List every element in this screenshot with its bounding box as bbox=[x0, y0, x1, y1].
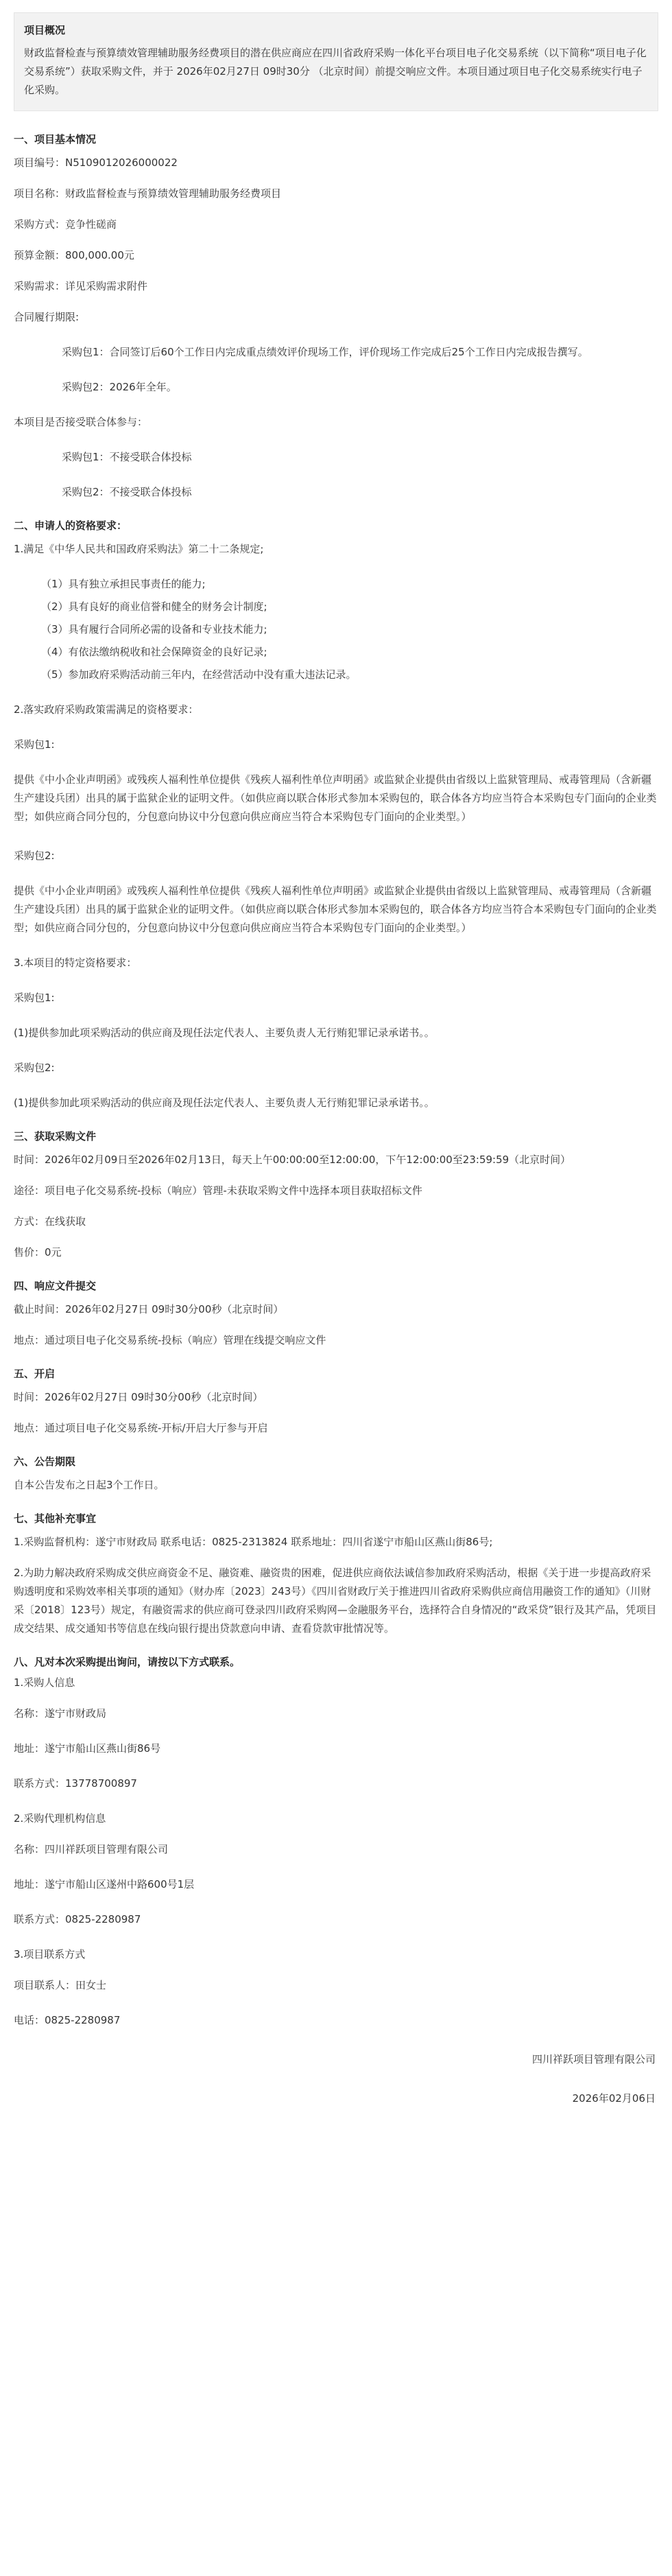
requirement2-package2-text: 提供《中小企业声明函》或残疾人福利性单位提供《残疾人福利性单位声明函》或监狱企业提供由省级以上监狱管理局、戒毒管理局（含新疆生产建设兵团）出具的属于监狱企业的证明文件。（如供应商以联合体形式参加本采购包的，联合体各方均应当符合本采购包专门面向的企业类型；如供应商合同分包的，分包意向协议中分包意向供应商应当符合本采购包专门面向的企业类型。） bbox=[14, 885, 657, 934]
requirement1-item: （3）具有履行合同所必需的设备和专业技术能力; bbox=[41, 623, 267, 635]
requirement1-item: （5）参加政府采购活动前三年内，在经营活动中没有重大违法记录。 bbox=[41, 668, 357, 681]
requirement3-package2-text: (1)提供参加此项采购活动的供应商及现任法定代表人、主要负责人无行贿犯罪记录承诺书。。 bbox=[14, 1097, 435, 1109]
obtain-mode: 方式：在线获取 bbox=[14, 1215, 86, 1228]
footer-company: 四川祥跃项目管理有限公司 bbox=[531, 2053, 656, 2065]
announcement-page bbox=[14, 0, 658, 2129]
requirement1-label: 1.满足《中华人民共和国政府采购法》第二十二条规定; bbox=[14, 543, 264, 555]
overview-text: 财政监督检查与预算绩效管理辅助服务经费项目的潜在供应商应在四川省政府采购一体化平台项目电子化交易系统（以下简称“项目电子化交易系统”）获取采购文件，并于 2026年02月27日 09时30分 （北京时间）前提交响应文件。本项目通过项目电子化交易系统实行电子化采购。 bbox=[24, 47, 647, 96]
buyer-name: 名称：遂宁市财政局 bbox=[14, 1707, 107, 1720]
submission-place: 地点：通过项目电子化交易系统-投标（响应）管理在线提交响应文件 bbox=[14, 1334, 326, 1346]
overview-title: 项目概况 bbox=[24, 24, 66, 36]
requirement3-label: 3.本项目的特定资格要求： bbox=[14, 957, 137, 969]
requirement1-item: （4）有依法缴纳税收和社会保障资金的良好记录; bbox=[41, 646, 267, 658]
package2-consortium: 采购包2：不接受联合体投标 bbox=[62, 486, 192, 498]
agency-phone: 联系方式：0825-2280987 bbox=[14, 1913, 141, 1925]
agency-name: 名称：四川祥跃项目管理有限公司 bbox=[14, 1843, 169, 1855]
supervision-authority: 1.采购监督机构：遂宁市财政局 联系电话：0825-2313824 联系地址：四川省遂宁市船山区燕山街86号; bbox=[14, 1536, 493, 1548]
project-number: 项目编号：N5109012026000022 bbox=[14, 156, 178, 169]
budget-amount: 预算金额：800,000.00元 bbox=[14, 249, 134, 261]
requirement3-package1-text: (1)提供参加此项采购活动的供应商及现任法定代表人、主要负责人无行贿犯罪记录承诺书。。 bbox=[14, 1027, 435, 1039]
package1-contract-period: 采购包1：合同签订后60个工作日内完成重点绩效评价现场工作，评价现场工作完成后25个工作日内完成报告撰写。 bbox=[62, 346, 588, 358]
requirement2-package1-label: 采购包1: bbox=[14, 738, 55, 751]
requirement2-package2-label: 采购包2: bbox=[14, 850, 55, 862]
section-obtain-documents-heading: 三、获取采购文件 bbox=[14, 1130, 97, 1143]
requirement2-package1-text: 提供《中小企业声明函》或残疾人福利性单位提供《残疾人福利性单位声明函》或监狱企业提供由省级以上监狱管理局、戒毒管理局（含新疆生产建设兵团）出具的属于监狱企业的证明文件。（如供应商以联合体形式参加本采购包的，联合体各方均应当符合本采购包专门面向的企业类型；如供应商合同分包的，分包意向协议中分包意向供应商应当符合本采购包专门面向的企业类型。） bbox=[14, 773, 657, 823]
project-overview-box bbox=[14, 12, 658, 111]
project-name: 项目名称：财政监督检查与预算绩效管理辅助服务经费项目 bbox=[14, 187, 282, 200]
package1-consortium: 采购包1：不接受联合体投标 bbox=[62, 451, 192, 463]
requirement3-package2-label: 采购包2: bbox=[14, 1062, 55, 1074]
buyer-address: 地址：遂宁市船山区燕山街86号 bbox=[14, 1742, 161, 1755]
package2-contract-period: 采购包2：2026年全年。 bbox=[62, 381, 177, 393]
credit-financing-note: 2.为助力解决政府采购成交供应商资金不足、融资难、融资贵的困难，促进供应商依法诚信参加政府采购活动，根据《关于进一步提高政府采购透明度和采购效率相关事项的通知》（财办库〔2023〕243号）《四川省财政厅关于推进四川省政府采购供应商信用融资工作的通知》（川财采〔2018〕123号）规定，有融资需求的供应商可登录四川政府采购网—金融服务平台，选择符合自身情况的“政采贷”银行及其产品，凭项目成交结果、成交通知书等信息在线向银行提出贷款意向申请、查看贷款审批情况等。 bbox=[14, 1567, 657, 1635]
requirement3-package1-label: 采购包1: bbox=[14, 992, 55, 1004]
submission-deadline: 截止时间：2026年02月27日 09时30分00秒（北京时间） bbox=[14, 1303, 284, 1315]
opening-time: 时间：2026年02月27日 09时30分00秒（北京时间） bbox=[14, 1391, 263, 1403]
obtain-route: 途径：项目电子化交易系统-投标（响应）管理-未获取采购文件中选择本项目获取招标文件 bbox=[14, 1184, 422, 1197]
project-contact-phone: 电话：0825-2280987 bbox=[14, 2014, 121, 2026]
procurement-demand: 采购需求：详见采购需求附件 bbox=[14, 280, 148, 292]
requirement2-label: 2.落实政府采购政策需满足的资格要求： bbox=[14, 703, 199, 716]
notice-period-text: 自本公告发布之日起3个工作日。 bbox=[14, 1479, 165, 1491]
section-qualification-heading: 二、申请人的资格要求： bbox=[14, 519, 128, 532]
contract-period-label: 合同履行期限: bbox=[14, 311, 80, 323]
section-basic-info-heading: 一、项目基本情况 bbox=[14, 133, 97, 145]
agency-info-label: 2.采购代理机构信息 bbox=[14, 1812, 106, 1825]
obtain-price: 售价：0元 bbox=[14, 1246, 62, 1258]
requirement1-item: （2）具有良好的商业信誉和健全的财务会计制度; bbox=[41, 600, 267, 613]
consortium-label: 本项目是否接受联合体参与： bbox=[14, 416, 148, 428]
project-contact-person: 项目联系人：田女士 bbox=[14, 1979, 107, 1991]
section-supplementary-heading: 七、其他补充事宜 bbox=[14, 1512, 97, 1525]
section-submission-heading: 四、响应文件提交 bbox=[14, 1280, 97, 1292]
section-contact-heading: 八、凡对本次采购提出询问，请按以下方式联系。 bbox=[14, 1656, 241, 1668]
requirement1-item: （1）具有独立承担民事责任的能力; bbox=[41, 578, 206, 590]
opening-place: 地点：通过项目电子化交易系统-开标/开启大厅参与开启 bbox=[14, 1422, 268, 1434]
footer-date: 2026年02月06日 bbox=[572, 2092, 656, 2105]
section-opening-heading: 五、开启 bbox=[14, 1368, 56, 1380]
procurement-method: 采购方式：竞争性磋商 bbox=[14, 218, 117, 231]
project-contact-label: 3.项目联系方式 bbox=[14, 1948, 86, 1960]
buyer-phone: 联系方式：13778700897 bbox=[14, 1777, 137, 1790]
obtain-time: 时间：2026年02月09日至2026年02月13日，每天上午00:00:00至12:00:00，下午12:00:00至23:59:59（北京时间） bbox=[14, 1154, 571, 1166]
section-notice-period-heading: 六、公告期限 bbox=[14, 1455, 76, 1468]
agency-address: 地址：遂宁市船山区遂州中路600号1层 bbox=[14, 1878, 195, 1890]
buyer-info-label: 1.采购人信息 bbox=[14, 1676, 75, 1689]
